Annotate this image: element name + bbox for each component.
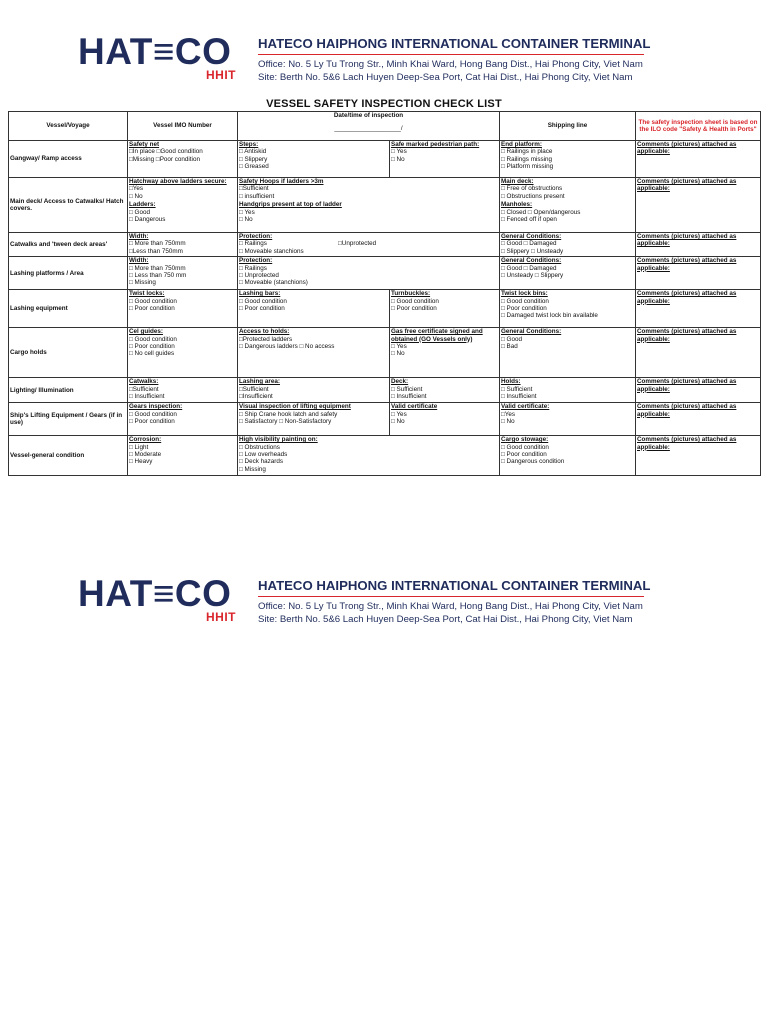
comments-cell[interactable]: Comments (pictures) attached as applicable: bbox=[636, 141, 761, 178]
check-section bbox=[239, 141, 388, 171]
checkbox-option[interactable]: □ Less than 750 mm bbox=[129, 272, 187, 280]
row-label: Vessel-general condition bbox=[9, 436, 128, 476]
logo-wordmark: HAT≡CO bbox=[78, 31, 232, 72]
check-cell bbox=[128, 290, 238, 328]
checkbox-option[interactable]: □ Moderate bbox=[129, 451, 162, 459]
checkbox-option[interactable]: □ Bad bbox=[501, 343, 518, 351]
check-section bbox=[239, 201, 498, 223]
checkbox-option[interactable]: □ Good □ Damaged bbox=[501, 240, 557, 248]
section-title: Twist locks: bbox=[129, 290, 165, 298]
company-info bbox=[258, 578, 651, 626]
checklist-row bbox=[9, 436, 761, 476]
checkbox-option[interactable]: □ Platform missing bbox=[501, 163, 554, 171]
check-section bbox=[239, 403, 388, 425]
section-title: Deck: bbox=[391, 378, 409, 386]
section-title: Ladders: bbox=[129, 201, 156, 209]
check-cell bbox=[390, 378, 500, 403]
section-title: Safe marked pedestrian path: bbox=[391, 141, 480, 148]
checkbox-option[interactable]: □ Poor condition bbox=[501, 305, 547, 313]
checkbox-option[interactable]: □ Light bbox=[129, 443, 149, 451]
checkbox-option[interactable]: □ Good condition bbox=[129, 410, 177, 418]
section-title: General Conditions: bbox=[501, 257, 562, 265]
checkbox-option[interactable]: □Protected ladders bbox=[239, 335, 293, 343]
checkbox-option[interactable]: □ Dangerous bbox=[129, 216, 166, 224]
check-section bbox=[239, 328, 388, 350]
row-label: Catwalks and 'tween deck areas' bbox=[9, 233, 128, 257]
section-title: High visibility painting on: bbox=[239, 436, 318, 444]
checklist-row bbox=[9, 141, 761, 178]
section-title: Catwalks: bbox=[129, 378, 159, 386]
checkbox-option[interactable]: □ Good condition bbox=[129, 335, 177, 343]
section-title: Holds: bbox=[501, 378, 521, 386]
section-title: Main deck: bbox=[501, 178, 534, 185]
checkbox-option[interactable]: □ Moveable (stanchions) bbox=[239, 279, 308, 287]
row-label: Ship's Lifting Equipment / Gears (if in use) bbox=[9, 403, 128, 436]
checkbox-option[interactable]: □ Good condition bbox=[239, 297, 287, 305]
header-vessel-voyage: Vessel/Voyage bbox=[9, 112, 128, 141]
checkbox-option[interactable]: □ Sufficient bbox=[391, 385, 423, 393]
section-title: General Conditions: bbox=[501, 233, 562, 240]
check-cell bbox=[238, 141, 390, 178]
check-cell bbox=[128, 233, 238, 257]
checkbox-option[interactable]: □Less than 750mm bbox=[129, 247, 183, 255]
check-cell bbox=[128, 378, 238, 403]
checkbox-option[interactable]: □ Yes bbox=[391, 148, 407, 156]
checkbox-option[interactable]: □ No bbox=[239, 216, 253, 224]
checkbox-option[interactable]: □ Good □ Damaged bbox=[501, 264, 557, 272]
section-title: Hatchway above ladders secure: bbox=[129, 178, 227, 185]
section-title: Access to holds: bbox=[239, 328, 290, 336]
checkbox-option[interactable]: □ Unsteady □ Slippery bbox=[501, 272, 564, 280]
row-label: Lashing equipment bbox=[9, 290, 128, 328]
header-imo: Vessel IMO Number bbox=[128, 112, 238, 141]
checkbox-option[interactable]: □ Good bbox=[129, 208, 150, 216]
check-cell bbox=[238, 403, 390, 436]
checkbox-option[interactable]: □ Missing bbox=[239, 465, 266, 473]
checkbox-option[interactable]: □ No bbox=[129, 192, 143, 200]
checkbox-option[interactable]: □ Insufficient bbox=[391, 393, 427, 401]
check-cell bbox=[390, 290, 500, 328]
document-title: VESSEL SAFETY INSPECTION CHECK LIST bbox=[266, 98, 502, 110]
check-section bbox=[391, 403, 498, 425]
letterhead-bottom bbox=[78, 573, 651, 626]
check-section bbox=[129, 141, 236, 163]
checkbox-option[interactable]: □ Satisfactory □ Non-Satisfactory bbox=[239, 418, 332, 426]
check-section bbox=[501, 378, 634, 400]
checkbox-option[interactable]: □ Poor condition bbox=[501, 451, 547, 459]
comments-cell[interactable]: Comments (pictures) attached as applicable: bbox=[636, 436, 761, 476]
check-cell bbox=[500, 290, 636, 328]
comments-cell[interactable]: Comments (pictures) attached as applicable: bbox=[636, 378, 761, 403]
checkbox-option[interactable]: □ More than 750mm bbox=[129, 264, 186, 272]
checklist-row bbox=[9, 257, 761, 290]
comments-cell[interactable]: Comments (pictures) attached as applicable: bbox=[636, 290, 761, 328]
checkbox-option[interactable]: □ Insufficient bbox=[129, 393, 165, 401]
checkbox-option[interactable]: □Missing □Poor condition bbox=[129, 155, 200, 163]
check-section bbox=[129, 201, 236, 223]
check-section bbox=[129, 290, 236, 312]
check-cell bbox=[500, 378, 636, 403]
check-section bbox=[501, 233, 634, 255]
check-section bbox=[129, 436, 236, 466]
section-title: Cargo stowage: bbox=[501, 436, 549, 444]
checkbox-option[interactable]: □ Obstructions bbox=[239, 443, 280, 451]
check-cell bbox=[500, 403, 636, 436]
checkbox-option[interactable]: □ Railings bbox=[239, 240, 267, 248]
check-cell bbox=[390, 141, 500, 178]
check-section bbox=[501, 141, 634, 171]
checkbox-option[interactable]: □ Dangerous ladders □ No access bbox=[239, 343, 335, 351]
section-title: Steps: bbox=[239, 141, 259, 148]
checkbox-option[interactable]: □ Poor condition bbox=[129, 418, 175, 426]
ilo-note: The safety inspection sheet is based on the ILO code "Safety & Health in Ports" bbox=[636, 112, 761, 141]
check-section bbox=[239, 178, 498, 200]
checkbox-option[interactable]: □ Yes bbox=[391, 410, 407, 418]
check-cell bbox=[128, 257, 238, 290]
check-section bbox=[129, 233, 236, 255]
check-cell bbox=[500, 141, 636, 178]
check-cell bbox=[238, 328, 390, 378]
row-label: Main deck/ Access to Catwalks/ Hatch covers. bbox=[9, 178, 128, 233]
site-address: Site: Berth No. 5&6 Lach Huyen Deep-Sea Port, Cat Hai Dist., Hai Phong City, Viet Nam bbox=[258, 614, 633, 625]
checkbox-option[interactable]: □ Railings missing bbox=[501, 155, 553, 163]
checkbox-option[interactable]: □ Heavy bbox=[129, 458, 153, 466]
check-section bbox=[239, 257, 498, 287]
checkbox-option[interactable]: □ Ship Crane hook latch and safety bbox=[239, 410, 338, 418]
header-shipping-line: Shipping line bbox=[500, 112, 636, 141]
checklist-row bbox=[9, 378, 761, 403]
checkbox-option[interactable]: □ Dangerous condition bbox=[501, 458, 565, 466]
section-title: Lashing bars: bbox=[239, 290, 281, 298]
logo-wordmark: HAT≡CO bbox=[78, 573, 232, 614]
section-title: End platform: bbox=[501, 141, 542, 148]
checkbox-option[interactable]: □ More than 750mm bbox=[129, 240, 186, 248]
site-address: Site: Berth No. 5&6 Lach Huyen Deep-Sea Port, Cat Hai Dist., Hai Phong City, Viet Nam bbox=[258, 72, 633, 83]
check-cell bbox=[238, 233, 500, 257]
check-cell bbox=[128, 178, 238, 233]
section-title: Safety net bbox=[129, 141, 160, 148]
checkbox-option[interactable]: □ No bbox=[391, 155, 405, 163]
section-title: Valid certificate: bbox=[501, 403, 550, 411]
check-section bbox=[501, 403, 634, 425]
check-section bbox=[129, 257, 236, 287]
section-title: Protection: bbox=[239, 257, 273, 265]
header-divider bbox=[258, 54, 644, 55]
check-section bbox=[239, 378, 388, 400]
checkbox-option[interactable]: □ Good condition bbox=[391, 297, 439, 305]
check-section bbox=[391, 328, 498, 358]
checkbox-option[interactable]: □ Yes bbox=[239, 208, 255, 216]
checkbox-option[interactable]: □Sufficient bbox=[239, 185, 269, 193]
checkbox-option[interactable]: □ Fenced off if open bbox=[501, 216, 557, 224]
checkbox-option[interactable]: □ Good condition bbox=[501, 297, 549, 305]
section-title: Gears inspection: bbox=[129, 403, 183, 411]
check-cell bbox=[390, 328, 500, 378]
check-section bbox=[391, 141, 498, 163]
comments-cell[interactable]: Comments (pictures) attached as applicable: bbox=[636, 328, 761, 378]
checkbox-option[interactable]: □Yes bbox=[501, 410, 516, 418]
logo-subtext: HHIT bbox=[206, 610, 236, 624]
check-cell bbox=[500, 328, 636, 378]
office-address: Office: No. 5 Ly Tu Trong Str., Minh Khai Ward, Hong Bang Dist., Hai Phong City, Viet Nam bbox=[258, 59, 643, 70]
section-title: Valid certificate bbox=[391, 403, 438, 411]
check-cell bbox=[238, 436, 500, 476]
check-section bbox=[501, 436, 634, 466]
checkbox-option[interactable]: □ Poor condition bbox=[391, 305, 437, 313]
check-cell bbox=[390, 403, 500, 436]
checkbox-option[interactable]: □ Poor condition bbox=[129, 343, 175, 351]
check-cell bbox=[128, 403, 238, 436]
check-cell bbox=[500, 178, 636, 233]
check-section bbox=[129, 403, 236, 425]
section-title: Visual inspection of lifting equipment bbox=[239, 403, 351, 411]
check-section bbox=[501, 328, 634, 350]
office-address: Office: No. 5 Ly Tu Trong Str., Minh Khai Ward, Hong Bang Dist., Hai Phong City, Viet Nam bbox=[258, 601, 643, 612]
table-header-row bbox=[9, 112, 761, 141]
check-cell bbox=[238, 290, 390, 328]
check-cell bbox=[238, 257, 500, 290]
checklist-row bbox=[9, 290, 761, 328]
checkbox-option[interactable]: □ Moveable stanchions bbox=[239, 247, 304, 255]
check-section bbox=[239, 290, 388, 312]
logo-subtext: HHIT bbox=[206, 68, 236, 82]
check-section bbox=[391, 290, 498, 312]
checkbox-option[interactable]: □Insufficient bbox=[239, 393, 273, 401]
section-title: Lashing area: bbox=[239, 378, 280, 386]
datetime-label: Date/time of inspection bbox=[333, 112, 404, 119]
checkbox-option[interactable]: □ Obstructions present bbox=[501, 192, 565, 200]
row-label: Cargo holds bbox=[9, 328, 128, 378]
check-section bbox=[501, 178, 634, 200]
company-info bbox=[258, 36, 651, 84]
company-name: HATECO HAIPHONG INTERNATIONAL CONTAINER TERMINAL bbox=[258, 36, 651, 51]
row-label: Lashing platforms / Area bbox=[9, 257, 128, 290]
check-section bbox=[391, 378, 498, 400]
check-cell bbox=[128, 436, 238, 476]
checkbox-option[interactable]: □Sufficient bbox=[129, 385, 159, 393]
checkbox-option[interactable]: □ Railings in place bbox=[501, 148, 553, 156]
checkbox-option[interactable]: □ Damaged twist lock bin available bbox=[501, 312, 598, 320]
section-title: Safety Hoops if ladders >3m bbox=[239, 178, 324, 185]
check-section bbox=[501, 257, 634, 279]
checkbox-option[interactable]: □ Yes bbox=[391, 343, 407, 351]
checkbox-option[interactable]: □Sufficient bbox=[239, 385, 269, 393]
checklist-row bbox=[9, 178, 761, 233]
section-title: Width: bbox=[129, 257, 149, 265]
checkbox-option[interactable]: □Yes bbox=[129, 185, 144, 193]
checkbox-option[interactable]: □ Missing bbox=[129, 279, 156, 287]
checkbox-option[interactable]: □ Antiskid bbox=[239, 148, 267, 156]
section-title: Gas free certificate signed and obtained (GO Vessels only) bbox=[391, 328, 483, 343]
row-label: Gangway/ Ramp access bbox=[9, 141, 128, 178]
datetime-field[interactable]: ___________________/ bbox=[334, 125, 403, 133]
checkbox-option[interactable]: □ Sufficient bbox=[501, 385, 533, 393]
checkbox-option[interactable]: □ Unprotected bbox=[239, 272, 279, 280]
checkbox-option[interactable]: □ Greased bbox=[239, 163, 269, 171]
comments-cell[interactable]: Comments (pictures) attached as applicable: bbox=[636, 403, 761, 436]
check-cell bbox=[500, 257, 636, 290]
checkbox-option[interactable]: □ Closed □ Open/dangerous bbox=[501, 208, 581, 216]
company-name: HATECO HAIPHONG INTERNATIONAL CONTAINER TERMINAL bbox=[258, 578, 651, 593]
hateco-logo bbox=[78, 32, 248, 84]
header-divider bbox=[258, 596, 644, 597]
check-cell bbox=[128, 141, 238, 178]
check-cell bbox=[128, 328, 238, 378]
check-cell bbox=[500, 233, 636, 257]
checkbox-option[interactable]: □ Poor condition bbox=[239, 305, 285, 313]
checklist-row bbox=[9, 233, 761, 257]
checkbox-option[interactable]: □Unprotected bbox=[338, 240, 377, 247]
check-cell bbox=[500, 436, 636, 476]
check-cell bbox=[238, 178, 500, 233]
section-title: Corrosion: bbox=[129, 436, 162, 444]
checklist-row bbox=[9, 328, 761, 378]
section-title: Turnbuckles: bbox=[391, 290, 431, 298]
section-title: Protection: bbox=[239, 233, 273, 240]
letterhead-top bbox=[78, 31, 651, 84]
check-section bbox=[239, 436, 498, 473]
header-datetime bbox=[238, 112, 500, 141]
checkbox-option[interactable]: □ No bbox=[501, 418, 515, 426]
inspection-checklist-table bbox=[8, 111, 761, 476]
checkbox-option[interactable]: □ Slippery bbox=[239, 155, 268, 163]
section-title: Cel guides: bbox=[129, 328, 163, 336]
checkbox-option[interactable]: □ Free of obstructions bbox=[501, 185, 563, 193]
check-cell bbox=[238, 378, 390, 403]
section-title: Manholes: bbox=[501, 201, 533, 209]
checkbox-option[interactable]: □ Slippery □ Unsteady bbox=[501, 247, 564, 255]
comments-cell[interactable]: Comments (pictures) attached as applicable: bbox=[636, 178, 761, 233]
check-section bbox=[129, 178, 236, 200]
checkbox-option[interactable]: □ Good condition bbox=[501, 443, 549, 451]
checkbox-option[interactable]: □ No cell guides bbox=[129, 350, 175, 358]
checkbox-option[interactable]: □ insufficient bbox=[239, 192, 275, 200]
checkbox-option[interactable]: □ No bbox=[391, 418, 405, 426]
checkbox-option[interactable]: □ Poor condition bbox=[129, 305, 175, 313]
comments-cell[interactable]: Comments (pictures) attached as applicable: bbox=[636, 233, 761, 257]
checkbox-option[interactable]: □ Insufficient bbox=[501, 393, 537, 401]
comments-cell[interactable]: Comments (pictures) attached as applicable: bbox=[636, 257, 761, 290]
check-section bbox=[501, 290, 634, 320]
check-section bbox=[129, 328, 236, 358]
checkbox-option[interactable]: □ Good condition bbox=[129, 297, 177, 305]
checklist-row bbox=[9, 403, 761, 436]
checkbox-option[interactable]: □ Low overheads bbox=[239, 451, 288, 459]
checkbox-option[interactable]: □ Deck hazards bbox=[239, 458, 284, 466]
section-title: Twist lock bins: bbox=[501, 290, 548, 298]
section-title: Width: bbox=[129, 233, 149, 240]
section-title: General Conditions: bbox=[501, 328, 562, 336]
checkbox-option[interactable]: □ Good bbox=[501, 335, 522, 343]
check-section bbox=[129, 378, 236, 400]
section-title: Handgrips present at top of ladder bbox=[239, 201, 342, 209]
check-section bbox=[501, 201, 634, 223]
checkbox-option[interactable]: □In place □Good condition bbox=[129, 148, 203, 156]
row-label: Lighting/ Illumination bbox=[9, 378, 128, 403]
checkbox-option[interactable]: □ Railings bbox=[239, 264, 267, 272]
hateco-logo bbox=[78, 574, 248, 626]
checkbox-option[interactable]: □ No bbox=[391, 350, 405, 358]
